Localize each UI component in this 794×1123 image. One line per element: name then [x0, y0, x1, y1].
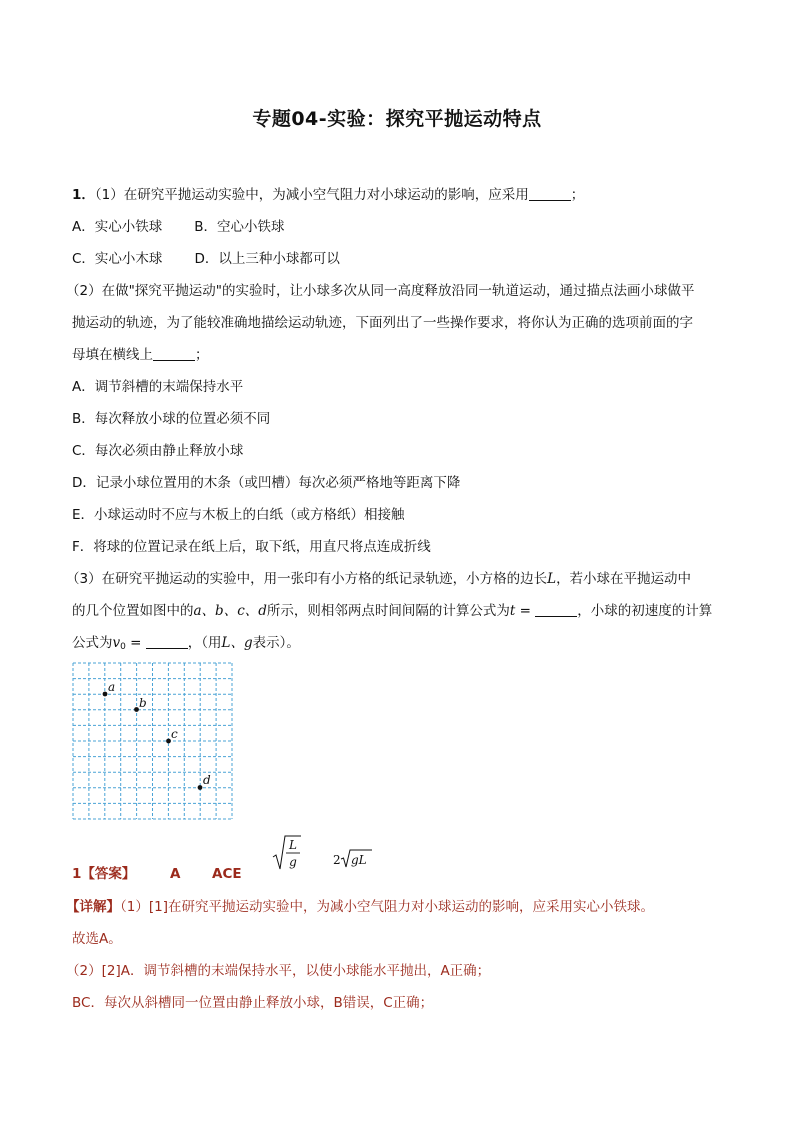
equals-1: = [515, 603, 536, 619]
answer-3-formula [272, 834, 302, 874]
statement-b: B．每次释放小球的位置必须不同 [72, 411, 271, 427]
label-d: d [203, 773, 211, 787]
page-title: 专题04-实验：探究平抛运动特点 [252, 108, 542, 130]
q1-part3-line2a: 的几个位置如图中的 [72, 603, 194, 619]
option-a: A．实心小铁球 [72, 219, 163, 235]
q1-options-row1 [72, 218, 285, 236]
answer-1: A [170, 866, 181, 882]
answer-blank-2 [153, 346, 195, 361]
detail-line1 [66, 898, 654, 916]
statement-f: F．将球的位置记录在纸上后，取下纸，用直尺将点连成折线 [72, 539, 431, 555]
trajectory-grid-diagram [72, 662, 234, 820]
q1-part1 [72, 186, 584, 204]
point-d [198, 785, 203, 790]
option-c: C．实心小木球 [72, 251, 163, 267]
var-v0: v [112, 635, 121, 651]
statement-c: C．每次必须由静止释放小球 [72, 443, 244, 459]
q1-part3-line2 [72, 602, 712, 620]
points-label: a、b、c、d [193, 603, 267, 619]
vars-label: L、g [221, 635, 253, 651]
formula-coefficient: 2 [333, 853, 341, 867]
option-b: B．空心小铁球 [194, 219, 285, 235]
statement-d: D．记录小球位置用的木条（或凹槽）每次必须严格地等距离下降 [72, 475, 461, 491]
q1-part2-line1: （2）在做"探究平抛运动"的实验时，让小球多次从同一高度释放沿同一轨道运动，通过描点法画小球做平 [66, 283, 695, 299]
statement-a: A．调节斜槽的末端保持水平 [72, 379, 244, 395]
q1-part1-end: ； [570, 187, 585, 203]
q1-part1-text: （1）在研究平抛运动实验中，为减小空气阻力对小球运动的影响，应采用 [94, 187, 529, 203]
q1-part3-line2c: ，小球的初速度的计算 [577, 603, 713, 619]
answer-2: ACE [212, 866, 242, 882]
q1-part3-line1b: ，若小球在平抛运动中 [556, 571, 692, 587]
q1-part3-line3b: ，（用 [187, 635, 222, 651]
detail-line3: （2）[2]A．调节斜槽的末端保持水平，以使小球能水平抛出，A正确； [66, 963, 491, 979]
detail-label: 【详解】 [66, 899, 120, 915]
q1-part3-line3c: 表示）。 [252, 635, 300, 651]
var-t: t [509, 603, 516, 619]
answer-blank-4 [146, 634, 188, 649]
q1-part2-line2: 抛运动的轨迹，为了能较准确地描绘运动轨迹，下面列出了一些操作要求，将你认为正确的选项前面的字 [72, 315, 693, 331]
formula-radicand: gL [351, 853, 367, 867]
q1-part2-end: ； [195, 347, 209, 363]
detail-line2: 故选A。 [72, 931, 122, 947]
answer-label: 1【答案】 [72, 866, 136, 882]
q1-part2-line3 [72, 346, 209, 364]
point-a [103, 692, 108, 697]
q1-part2-line3-text: 母填在横线上 [72, 347, 153, 363]
q1-part3-line1 [66, 570, 691, 588]
q1-part3-line3 [72, 634, 300, 656]
label-c: c [171, 727, 178, 741]
var-v0-sub: 0 [120, 642, 126, 652]
formula-numerator: L [289, 838, 297, 852]
label-a: a [108, 680, 116, 694]
statement-e: E．小球运动时不应与木板上的白纸（或方格纸）相接触 [72, 507, 405, 523]
answer-blank-3 [535, 602, 577, 617]
q1-part3-line3a: 公式为 [72, 635, 113, 651]
detail-line4: BC．每次从斜槽同一位置由静止释放小球，B错误，C正确； [72, 995, 434, 1011]
q1-options-row2 [72, 250, 340, 268]
q1-part3-line1a: （3）在研究平抛运动的实验中，用一张印有小方格的纸记录轨迹，小方格的边长 [66, 571, 548, 587]
option-d: D．以上三种小球都可以 [194, 251, 340, 267]
q1-number: 1． [72, 187, 95, 203]
equals-2: = [125, 635, 146, 651]
formula-denominator: g [289, 855, 297, 869]
var-L: L [547, 571, 557, 587]
answer-blank-1 [529, 186, 571, 201]
label-b: b [139, 696, 147, 710]
detail-line1-text: （1）[1]在研究平抛运动实验中，为减小空气阻力对小球运动的影响，应采用实心小铁球。 [120, 899, 654, 915]
answer-4-formula [332, 848, 374, 870]
q1-part3-line2b: 所示，则相邻两点时间间隔的计算公式为 [266, 603, 510, 619]
